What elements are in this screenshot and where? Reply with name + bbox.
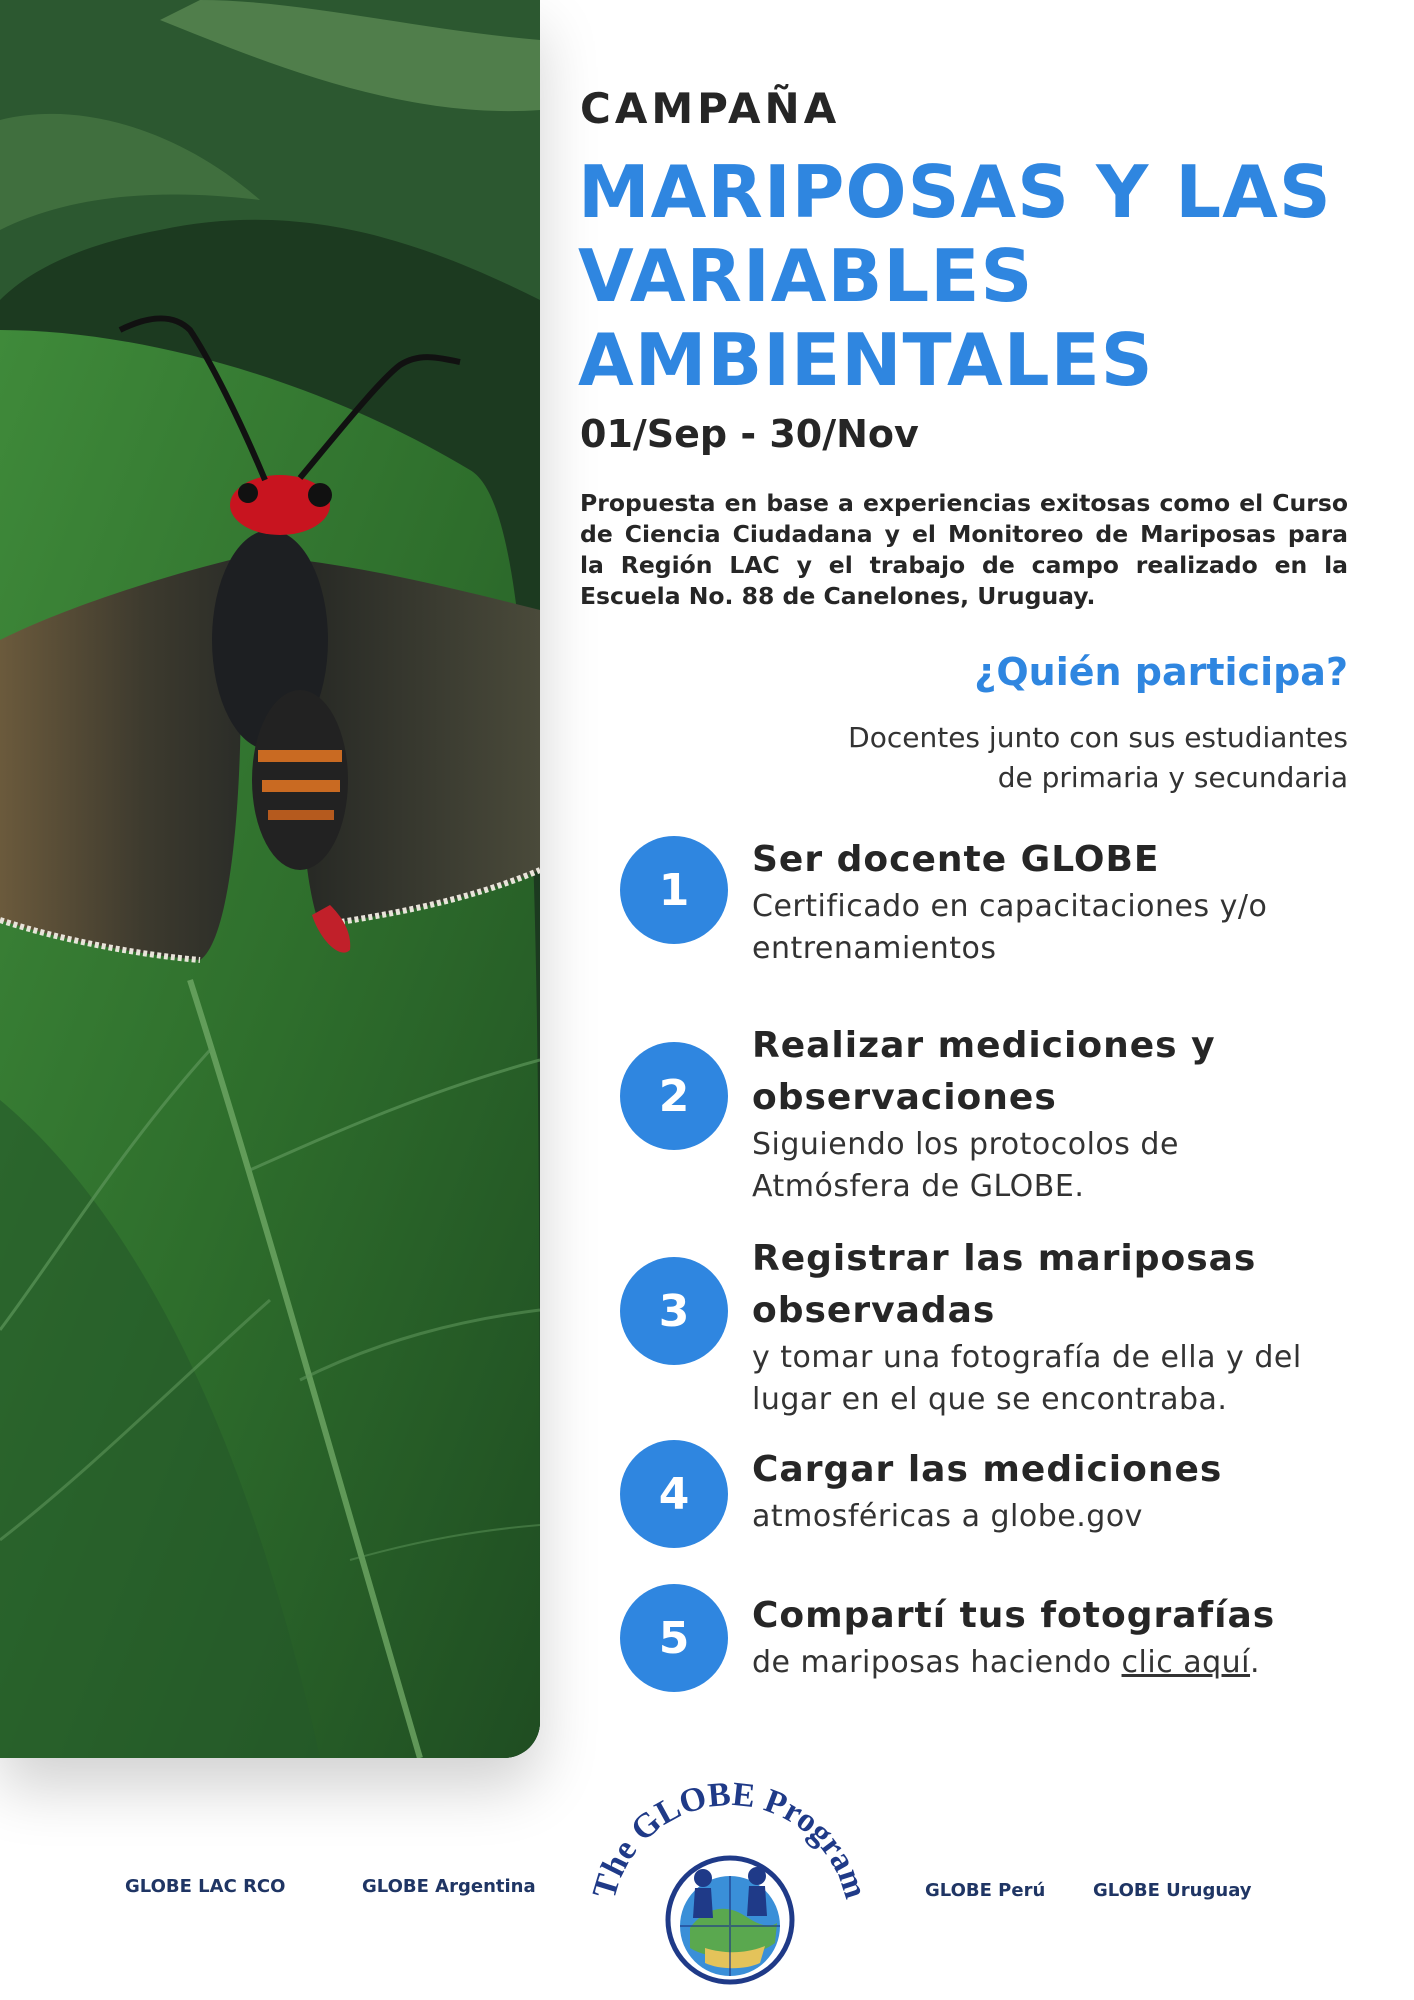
step-desc-line-2: lugar en el que se encontraba. <box>752 1382 1228 1417</box>
step-body <box>752 1444 1392 1538</box>
step-desc-suffix: . <box>1250 1645 1261 1680</box>
footer-label-peru: GLOBE Perú <box>925 1880 1046 1901</box>
step-desc-line-2: Atmósfera de GLOBE. <box>752 1169 1085 1204</box>
who-participates-title: ¿Quién participa? <box>974 650 1348 694</box>
step-desc-line-1: y tomar una fotografía de ella y del <box>752 1340 1302 1375</box>
step-desc-line-1: Siguiendo los protocolos de <box>752 1127 1179 1162</box>
step-number-badge: 4 <box>620 1440 728 1548</box>
step-number-badge: 5 <box>620 1584 728 1692</box>
step-title-line-1: Registrar las mariposas <box>752 1238 1257 1279</box>
who-line-2: de primaria y secundaria <box>997 761 1348 794</box>
step-number-badge: 3 <box>620 1257 728 1365</box>
step-title: Ser docente GLOBE <box>752 839 1160 880</box>
who-participates-text <box>748 718 1348 798</box>
globe-program-logo <box>585 1758 875 1988</box>
share-photos-link[interactable]: clic aquí <box>1121 1645 1251 1680</box>
step-title-line-1: Realizar mediciones y <box>752 1025 1216 1066</box>
step-desc <box>752 1642 1392 1684</box>
step-body <box>752 1590 1392 1684</box>
step-body <box>752 1233 1392 1421</box>
campaign-title <box>578 150 1378 402</box>
campaign-title-line-2: VARIABLES <box>578 234 1034 318</box>
butterfly-photo <box>0 0 540 1758</box>
step-title: Compartí tus fotografías <box>752 1595 1276 1636</box>
campaign-dates: 01/Sep - 30/Nov <box>580 412 919 456</box>
step-number-badge: 1 <box>620 836 728 944</box>
footer-label-uruguay: GLOBE Uruguay <box>1093 1880 1252 1901</box>
step-body <box>752 1020 1392 1208</box>
campaign-title-line-1: MARIPOSAS Y LAS <box>578 150 1332 234</box>
campaign-title-line-3: AMBIENTALES <box>578 318 1154 402</box>
step-desc-line-1: atmosféricas a globe.gov <box>752 1499 1143 1534</box>
butterfly-illustration <box>0 0 540 1758</box>
globe-logo-icon <box>585 1758 875 1988</box>
who-line-1: Docentes junto con sus estudiantes <box>848 721 1348 754</box>
step-title: Cargar las mediciones <box>752 1449 1223 1490</box>
step-title-line-2: observaciones <box>752 1077 1057 1118</box>
step-body <box>752 834 1392 970</box>
footer-label-argentina: GLOBE Argentina <box>362 1876 536 1897</box>
step-desc-line-1: Certificado en capacitaciones y/o <box>752 889 1268 924</box>
step-desc-line-2: entrenamientos <box>752 931 997 966</box>
campaign-kicker: CAMPAÑA <box>580 84 841 133</box>
campaign-intro: Propuesta en base a experiencias exitosas como el Curso de Ciencia Ciudadana y el Monitoreo de Mariposas para la Región LAC y el trabajo de campo realizado en la Escuela No. 88 de Canelones, Uruguay. <box>580 489 1348 610</box>
footer-label-lac-rco: GLOBE LAC RCO <box>125 1876 286 1897</box>
logo-text: The GLOBE Program <box>585 1775 875 1903</box>
step-desc-prefix: de mariposas haciendo <box>752 1645 1122 1680</box>
step-number-badge: 2 <box>620 1042 728 1150</box>
step-title-line-2: observadas <box>752 1290 996 1331</box>
